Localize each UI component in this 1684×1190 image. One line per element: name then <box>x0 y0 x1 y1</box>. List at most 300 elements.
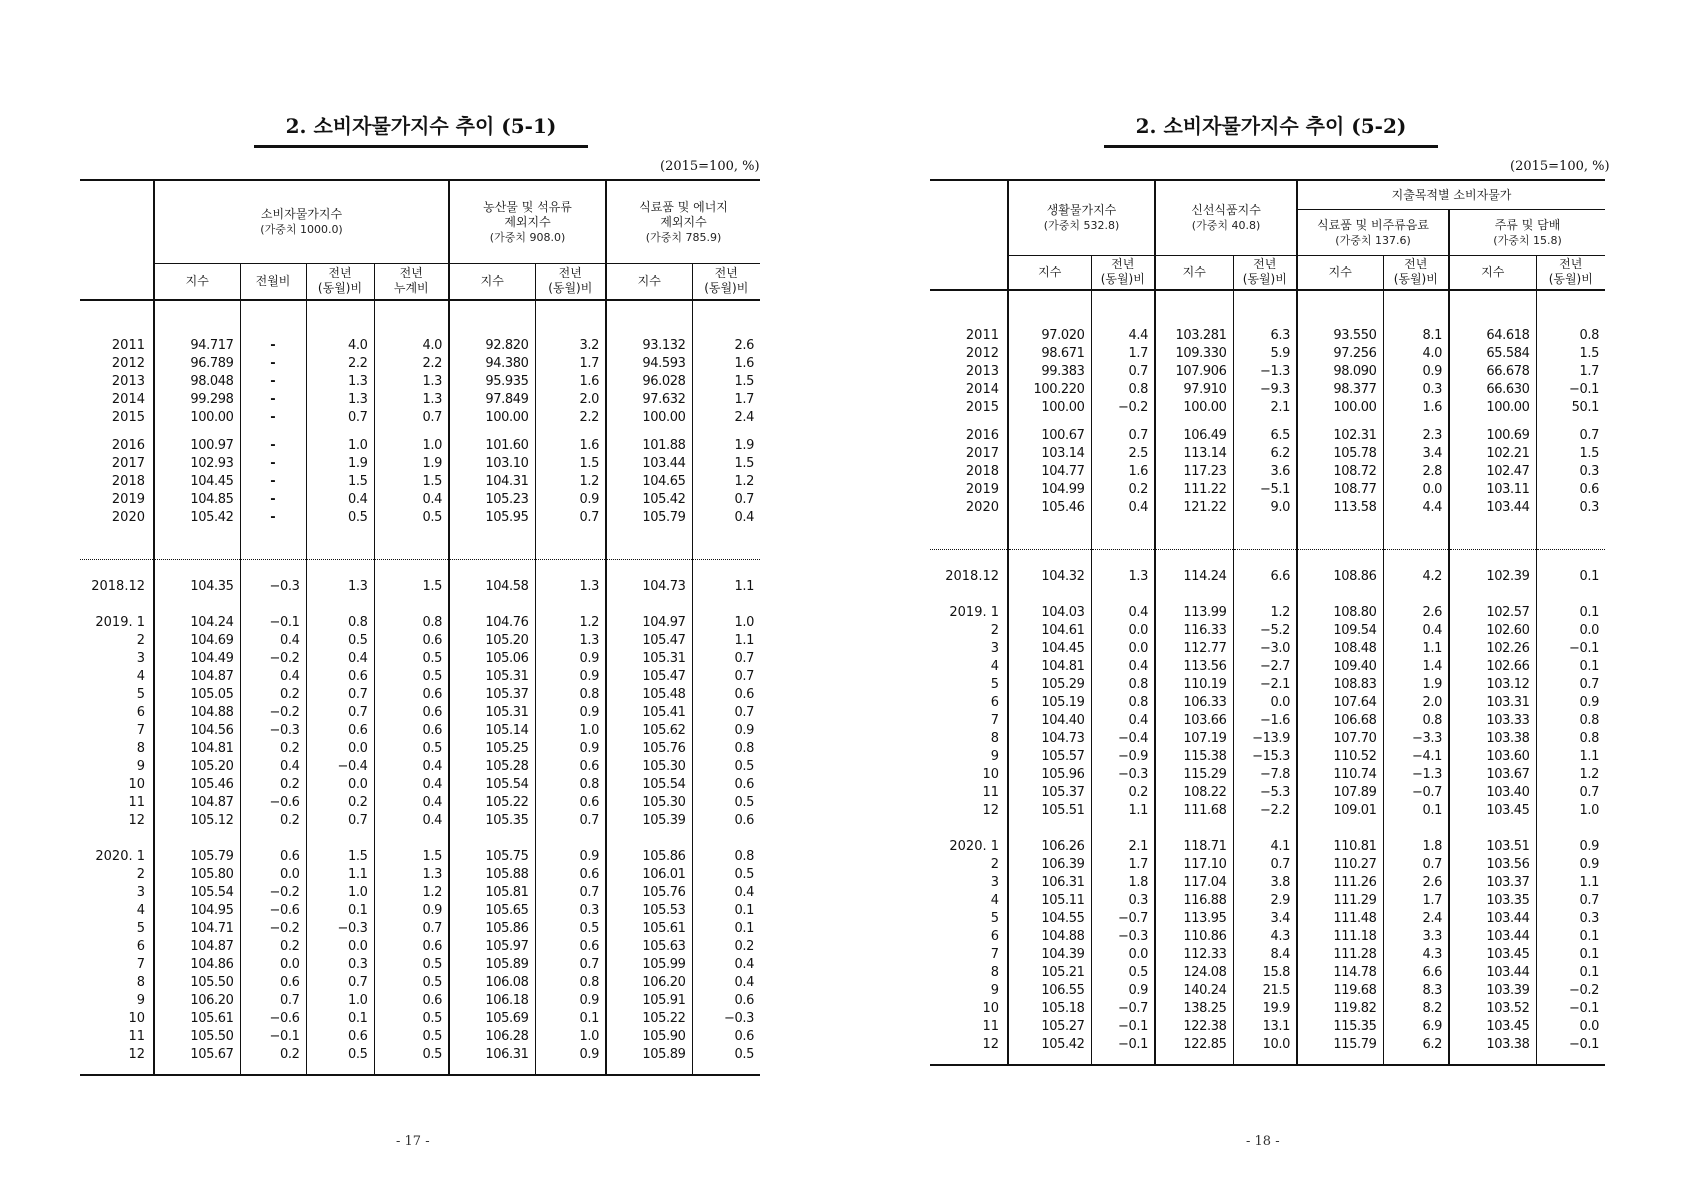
spacer-cell <box>306 319 374 337</box>
monthly-row <box>80 632 760 650</box>
value-cell: 103.37 <box>1449 874 1536 892</box>
value-cell: 0.8 <box>1091 676 1155 694</box>
value-cell: 1.9 <box>374 455 449 473</box>
value-cell: −0.6 <box>240 902 306 920</box>
value-cell: 3.3 <box>1383 928 1449 946</box>
value-cell: 104.03 <box>1008 604 1091 622</box>
value-cell: 1.6 <box>1383 399 1449 417</box>
value-cell: 104.81 <box>1008 658 1091 676</box>
annual-row <box>930 463 1605 481</box>
period-cell: 11 <box>982 784 999 800</box>
value-cell: 0.9 <box>374 902 449 920</box>
value-cell: 1.7 <box>1536 363 1605 381</box>
value-cell: 1.3 <box>374 391 449 409</box>
value-cell: −0.3 <box>692 1010 760 1028</box>
right-purpose-header <box>1297 180 1605 210</box>
value-cell: 0.8 <box>306 614 374 632</box>
spacer-cell <box>606 527 692 545</box>
value-cell: 103.60 <box>1449 748 1536 766</box>
value-cell: 0.4 <box>374 491 449 509</box>
period-cell: 10 <box>982 1000 999 1016</box>
value-cell: 0.1 <box>692 920 760 938</box>
value-cell: 111.28 <box>1297 946 1383 964</box>
value-cell: 104.24 <box>154 614 240 632</box>
bottom-rule-cell <box>1155 1054 1233 1065</box>
value-cell: 0.0 <box>1091 640 1155 658</box>
value-cell: 0.4 <box>240 758 306 776</box>
value-cell: 0.7 <box>240 992 306 1010</box>
value-cell: 105.54 <box>606 776 692 794</box>
monthly-row <box>930 748 1605 766</box>
value-cell: 0.2 <box>1091 481 1155 499</box>
value-cell: 113.99 <box>1155 604 1233 622</box>
value-cell: 2.9 <box>1233 892 1297 910</box>
value-cell: −9.3 <box>1233 381 1297 399</box>
value-cell: 105.21 <box>1008 964 1091 982</box>
value-cell: −15.3 <box>1233 748 1297 766</box>
core2-weight: (가중치 785.9) <box>645 230 722 244</box>
value-cell: 103.45 <box>1449 1018 1536 1036</box>
value-cell: 0.9 <box>535 704 606 722</box>
value-cell: 0.8 <box>1536 327 1605 345</box>
value-cell: 104.85 <box>154 491 240 509</box>
value-cell: 104.87 <box>154 794 240 812</box>
value-cell: 0.5 <box>535 920 606 938</box>
value-cell: 105.35 <box>449 812 535 830</box>
spacer-cell <box>1233 290 1297 309</box>
value-cell: 1.5 <box>1536 345 1605 363</box>
monthly-row <box>80 866 760 884</box>
spacer-cell <box>1091 549 1155 568</box>
value-cell: 0.9 <box>535 491 606 509</box>
spacer-cell <box>930 290 1008 309</box>
value-cell: 103.38 <box>1449 1036 1536 1054</box>
value-cell: 113.14 <box>1155 445 1233 463</box>
value-cell: 103.281 <box>1155 327 1233 345</box>
value-cell: 0.7 <box>1536 676 1605 694</box>
value-cell: 105.76 <box>606 740 692 758</box>
value-cell: 0.5 <box>374 1028 449 1046</box>
period-cell: 5 <box>136 686 145 702</box>
monthly-row <box>80 704 760 722</box>
value-cell: 103.33 <box>1449 712 1536 730</box>
value-cell: 8.2 <box>1383 1000 1449 1018</box>
period-cell: 2 <box>990 856 999 872</box>
value-cell: 0.0 <box>306 938 374 956</box>
separator-cell <box>154 545 240 560</box>
living-weight: (가중치 532.8) <box>1043 219 1120 232</box>
value-cell: 0.4 <box>1091 712 1155 730</box>
value-cell: - <box>240 409 306 427</box>
value-cell: −7.8 <box>1233 766 1297 784</box>
bottom-rule-cell <box>1008 1054 1091 1065</box>
value-cell: 2.6 <box>1383 604 1449 622</box>
value-cell: 103.10 <box>449 455 535 473</box>
left-unit-note: (2015=100, %) <box>660 159 760 174</box>
value-cell: 0.7 <box>1536 892 1605 910</box>
col-core2-index: 지수 <box>606 264 692 300</box>
value-cell: −0.3 <box>1091 928 1155 946</box>
value-cell: 0.3 <box>1536 499 1605 517</box>
value-cell: 4.4 <box>1091 327 1155 345</box>
value-cell: 93.550 <box>1297 327 1383 345</box>
spacer-row <box>930 586 1605 604</box>
separator-cell <box>1008 535 1091 550</box>
monthly-row <box>80 992 760 1010</box>
spacer-cell <box>1297 820 1383 838</box>
monthly-row <box>930 1036 1605 1054</box>
period-cell: 7 <box>990 946 999 962</box>
value-cell: - <box>240 473 306 491</box>
value-cell: 0.0 <box>306 776 374 794</box>
left-page-number: - 17 - <box>396 1134 430 1149</box>
value-cell: 106.28 <box>449 1028 535 1046</box>
value-cell: 114.78 <box>1297 964 1383 982</box>
value-cell: 103.51 <box>1449 838 1536 856</box>
value-cell: 1.6 <box>1091 463 1155 481</box>
spacer-cell <box>1297 549 1383 568</box>
col-core1-index: 지수 <box>449 264 535 300</box>
period-cell: 12 <box>128 812 145 828</box>
value-cell: 105.42 <box>154 509 240 527</box>
spacer-cell <box>1091 309 1155 327</box>
value-cell: 1.0 <box>306 884 374 902</box>
spacer-cell <box>80 596 154 614</box>
period-cell: 6 <box>990 928 999 944</box>
value-cell: 0.9 <box>535 740 606 758</box>
spacer-cell <box>1383 549 1449 568</box>
value-cell: 1.5 <box>374 848 449 866</box>
value-cell: 105.22 <box>606 1010 692 1028</box>
value-cell: 2.0 <box>535 391 606 409</box>
value-cell: 102.39 <box>1449 568 1536 586</box>
value-cell: 94.593 <box>606 355 692 373</box>
value-cell: −2.2 <box>1233 802 1297 820</box>
value-cell: −0.3 <box>240 722 306 740</box>
value-cell: 0.0 <box>240 866 306 884</box>
spacer-cell <box>1155 290 1233 309</box>
value-cell: 107.64 <box>1297 694 1383 712</box>
spacer-cell <box>154 559 240 578</box>
period-cell: 9 <box>990 748 999 764</box>
bottom-rule-cell <box>1297 1054 1383 1065</box>
value-cell: 0.5 <box>374 650 449 668</box>
spacer-cell <box>1536 309 1605 327</box>
bottom-rule-cell <box>606 1064 692 1075</box>
period-cell: 6 <box>136 938 145 954</box>
value-cell: 105.14 <box>449 722 535 740</box>
value-cell: 105.37 <box>1008 784 1091 802</box>
value-cell: 0.7 <box>535 509 606 527</box>
value-cell: 105.61 <box>154 1010 240 1028</box>
value-cell: 0.6 <box>240 974 306 992</box>
spacer-cell <box>449 596 535 614</box>
annual-row <box>930 399 1605 417</box>
value-cell: - <box>240 509 306 527</box>
value-cell: 0.7 <box>306 686 374 704</box>
value-cell: 104.45 <box>1008 640 1091 658</box>
value-cell: 106.18 <box>449 992 535 1010</box>
value-cell: 1.2 <box>692 473 760 491</box>
spacer-cell <box>154 427 240 437</box>
spacer-cell <box>80 527 154 545</box>
value-cell: 110.74 <box>1297 766 1383 784</box>
right-cpi-table <box>930 179 1605 1066</box>
value-cell: 104.45 <box>154 473 240 491</box>
value-cell: 1.9 <box>306 455 374 473</box>
value-cell: 105.27 <box>1008 1018 1091 1036</box>
value-cell: - <box>240 437 306 455</box>
value-cell: 103.12 <box>1449 676 1536 694</box>
period-cell: 12 <box>128 1046 145 1062</box>
monthly-row <box>930 766 1605 784</box>
value-cell: 1.0 <box>535 722 606 740</box>
value-cell: 2.2 <box>535 409 606 427</box>
value-cell: 103.45 <box>1449 802 1536 820</box>
col-fresh-yoy: 전년 (동월)비 <box>1233 256 1297 290</box>
annual-row <box>80 437 760 455</box>
value-cell: 3.2 <box>535 337 606 355</box>
value-cell: 1.3 <box>374 866 449 884</box>
value-cell: 105.11 <box>1008 892 1091 910</box>
value-cell: 8.4 <box>1233 946 1297 964</box>
value-cell: 100.00 <box>1449 399 1536 417</box>
period-cell: 10 <box>982 766 999 782</box>
value-cell: 105.97 <box>449 938 535 956</box>
col-food-yoy: 전년 (동월)비 <box>1383 256 1449 290</box>
value-cell: 103.11 <box>1449 481 1536 499</box>
value-cell: 1.2 <box>1536 766 1605 784</box>
monthly-row <box>930 676 1605 694</box>
spacer-cell <box>449 319 535 337</box>
monthly-row <box>80 686 760 704</box>
spacer-cell <box>1449 549 1536 568</box>
value-cell: 0.2 <box>306 794 374 812</box>
value-cell: 103.40 <box>1449 784 1536 802</box>
value-cell: 2.1 <box>1233 399 1297 417</box>
col-fresh-index: 지수 <box>1155 256 1233 290</box>
value-cell: 104.69 <box>154 632 240 650</box>
value-cell: 0.4 <box>374 812 449 830</box>
value-cell: 0.9 <box>535 668 606 686</box>
value-cell: 105.95 <box>449 509 535 527</box>
spacer-cell <box>154 596 240 614</box>
living-label: 생활물가지수 <box>1046 203 1117 217</box>
monthly-row <box>80 794 760 812</box>
value-cell: 105.48 <box>606 686 692 704</box>
spacer-cell <box>930 417 1008 427</box>
value-cell: 50.1 <box>1536 399 1605 417</box>
spacer-cell <box>240 596 306 614</box>
value-cell: −0.2 <box>1536 982 1605 1000</box>
value-cell: 97.849 <box>449 391 535 409</box>
spacer-cell <box>154 527 240 545</box>
value-cell: 100.00 <box>606 409 692 427</box>
value-cell: 107.70 <box>1297 730 1383 748</box>
spacer-cell <box>1536 820 1605 838</box>
value-cell: 0.2 <box>1091 784 1155 802</box>
value-cell: 119.82 <box>1297 1000 1383 1018</box>
value-cell: 104.32 <box>1008 568 1091 586</box>
spacer-cell <box>1155 417 1233 427</box>
spacer-cell <box>240 559 306 578</box>
value-cell: 1.2 <box>374 884 449 902</box>
value-cell: 110.27 <box>1297 856 1383 874</box>
value-cell: 105.80 <box>154 866 240 884</box>
value-cell: 107.906 <box>1155 363 1233 381</box>
period-cell: 2014 <box>111 391 145 407</box>
spacer-cell <box>1233 586 1297 604</box>
spacer-cell <box>1449 586 1536 604</box>
value-cell: 100.00 <box>1155 399 1233 417</box>
value-cell: 105.47 <box>606 668 692 686</box>
value-cell: 1.5 <box>374 578 449 596</box>
period-cell: 2020 <box>965 499 999 515</box>
value-cell: 109.54 <box>1297 622 1383 640</box>
annual-row <box>80 409 760 427</box>
value-cell: 0.6 <box>535 794 606 812</box>
value-cell: 0.4 <box>306 650 374 668</box>
spacer-cell <box>1383 290 1449 309</box>
value-cell: 93.132 <box>606 337 692 355</box>
value-cell: 105.88 <box>449 866 535 884</box>
value-cell: 0.9 <box>692 722 760 740</box>
value-cell: 0.3 <box>306 956 374 974</box>
annual-row <box>80 473 760 491</box>
spacer-cell <box>306 300 374 319</box>
value-cell: −0.2 <box>1091 399 1155 417</box>
value-cell: 102.57 <box>1449 604 1536 622</box>
spacer-cell <box>80 559 154 578</box>
value-cell: 106.08 <box>449 974 535 992</box>
value-cell: 105.25 <box>449 740 535 758</box>
value-cell: 102.60 <box>1449 622 1536 640</box>
spacer-cell <box>1536 586 1605 604</box>
monthly-row <box>80 578 760 596</box>
spacer-row <box>80 527 760 545</box>
value-cell: 104.77 <box>1008 463 1091 481</box>
value-cell: 95.935 <box>449 373 535 391</box>
value-cell: 4.3 <box>1383 946 1449 964</box>
value-cell: 105.53 <box>606 902 692 920</box>
period-cell: 12 <box>982 802 999 818</box>
value-cell: 0.1 <box>1536 658 1605 676</box>
value-cell: 106.20 <box>154 992 240 1010</box>
value-cell: 103.67 <box>1449 766 1536 784</box>
value-cell: −1.6 <box>1233 712 1297 730</box>
monthly-row <box>80 722 760 740</box>
value-cell: 0.5 <box>374 668 449 686</box>
value-cell: 0.4 <box>240 668 306 686</box>
spacer-cell <box>1536 290 1605 309</box>
spacer-cell <box>1449 290 1536 309</box>
value-cell: −0.7 <box>1383 784 1449 802</box>
spacer-cell <box>1536 417 1605 427</box>
value-cell: 104.86 <box>154 956 240 974</box>
monthly-row <box>930 892 1605 910</box>
value-cell: 0.4 <box>1091 604 1155 622</box>
value-cell: 1.5 <box>374 473 449 491</box>
value-cell: 0.0 <box>1536 1018 1605 1036</box>
annual-row <box>80 509 760 527</box>
period-cell: 5 <box>990 676 999 692</box>
value-cell: 103.44 <box>1449 910 1536 928</box>
value-cell: 0.4 <box>692 974 760 992</box>
alcohol-weight: (가중치 15.8) <box>1493 233 1562 247</box>
annual-row <box>930 345 1605 363</box>
value-cell: 103.66 <box>1155 712 1233 730</box>
value-cell: 0.1 <box>1536 946 1605 964</box>
value-cell: 101.88 <box>606 437 692 455</box>
annual-row <box>80 355 760 373</box>
spacer-row <box>930 417 1605 427</box>
value-cell: 0.0 <box>1383 481 1449 499</box>
value-cell: 0.1 <box>692 902 760 920</box>
value-cell: 3.4 <box>1233 910 1297 928</box>
value-cell: 0.4 <box>692 956 760 974</box>
value-cell: 6.5 <box>1233 427 1297 445</box>
value-cell: 113.95 <box>1155 910 1233 928</box>
spacer-cell <box>306 830 374 848</box>
value-cell: 0.7 <box>535 956 606 974</box>
value-cell: 102.93 <box>154 455 240 473</box>
spacer-cell <box>692 427 760 437</box>
value-cell: 0.3 <box>1536 910 1605 928</box>
period-cell: 2012 <box>965 345 999 361</box>
value-cell: 105.79 <box>606 509 692 527</box>
value-cell: 0.3 <box>1536 463 1605 481</box>
period-cell: 2018.12 <box>91 578 145 594</box>
period-cell: 2017 <box>111 455 145 471</box>
period-cell: 2019 <box>111 491 145 507</box>
annual-row <box>930 381 1605 399</box>
value-cell: 101.60 <box>449 437 535 455</box>
period-cell: 3 <box>990 640 999 656</box>
value-cell: 104.97 <box>606 614 692 632</box>
value-cell: 105.06 <box>449 650 535 668</box>
value-cell: 0.7 <box>692 668 760 686</box>
value-cell: −0.9 <box>1091 748 1155 766</box>
value-cell: 104.73 <box>606 578 692 596</box>
spacer-cell <box>80 319 154 337</box>
value-cell: 9.0 <box>1233 499 1297 517</box>
monthly-row <box>930 694 1605 712</box>
value-cell: 1.7 <box>1091 856 1155 874</box>
value-cell: 106.20 <box>606 974 692 992</box>
value-cell: 105.50 <box>154 1028 240 1046</box>
value-cell: 0.8 <box>1536 730 1605 748</box>
value-cell: 116.33 <box>1155 622 1233 640</box>
spacer-cell <box>374 830 449 848</box>
spacer-cell <box>930 820 1008 838</box>
value-cell: 0.9 <box>1091 982 1155 1000</box>
bottom-rule-cell <box>449 1064 535 1075</box>
period-cell: 2015 <box>111 409 145 425</box>
spacer-cell <box>154 319 240 337</box>
value-cell: 0.1 <box>306 1010 374 1028</box>
period-cell: 4 <box>136 668 145 684</box>
monthly-row <box>930 604 1605 622</box>
value-cell: 106.26 <box>1008 838 1091 856</box>
spacer-cell <box>1297 290 1383 309</box>
value-cell: 103.44 <box>1449 928 1536 946</box>
value-cell: 10.0 <box>1233 1036 1297 1054</box>
value-cell: 105.19 <box>1008 694 1091 712</box>
spacer-cell <box>240 427 306 437</box>
value-cell: 1.0 <box>306 437 374 455</box>
spacer-cell <box>240 527 306 545</box>
period-cell: 2 <box>990 622 999 638</box>
